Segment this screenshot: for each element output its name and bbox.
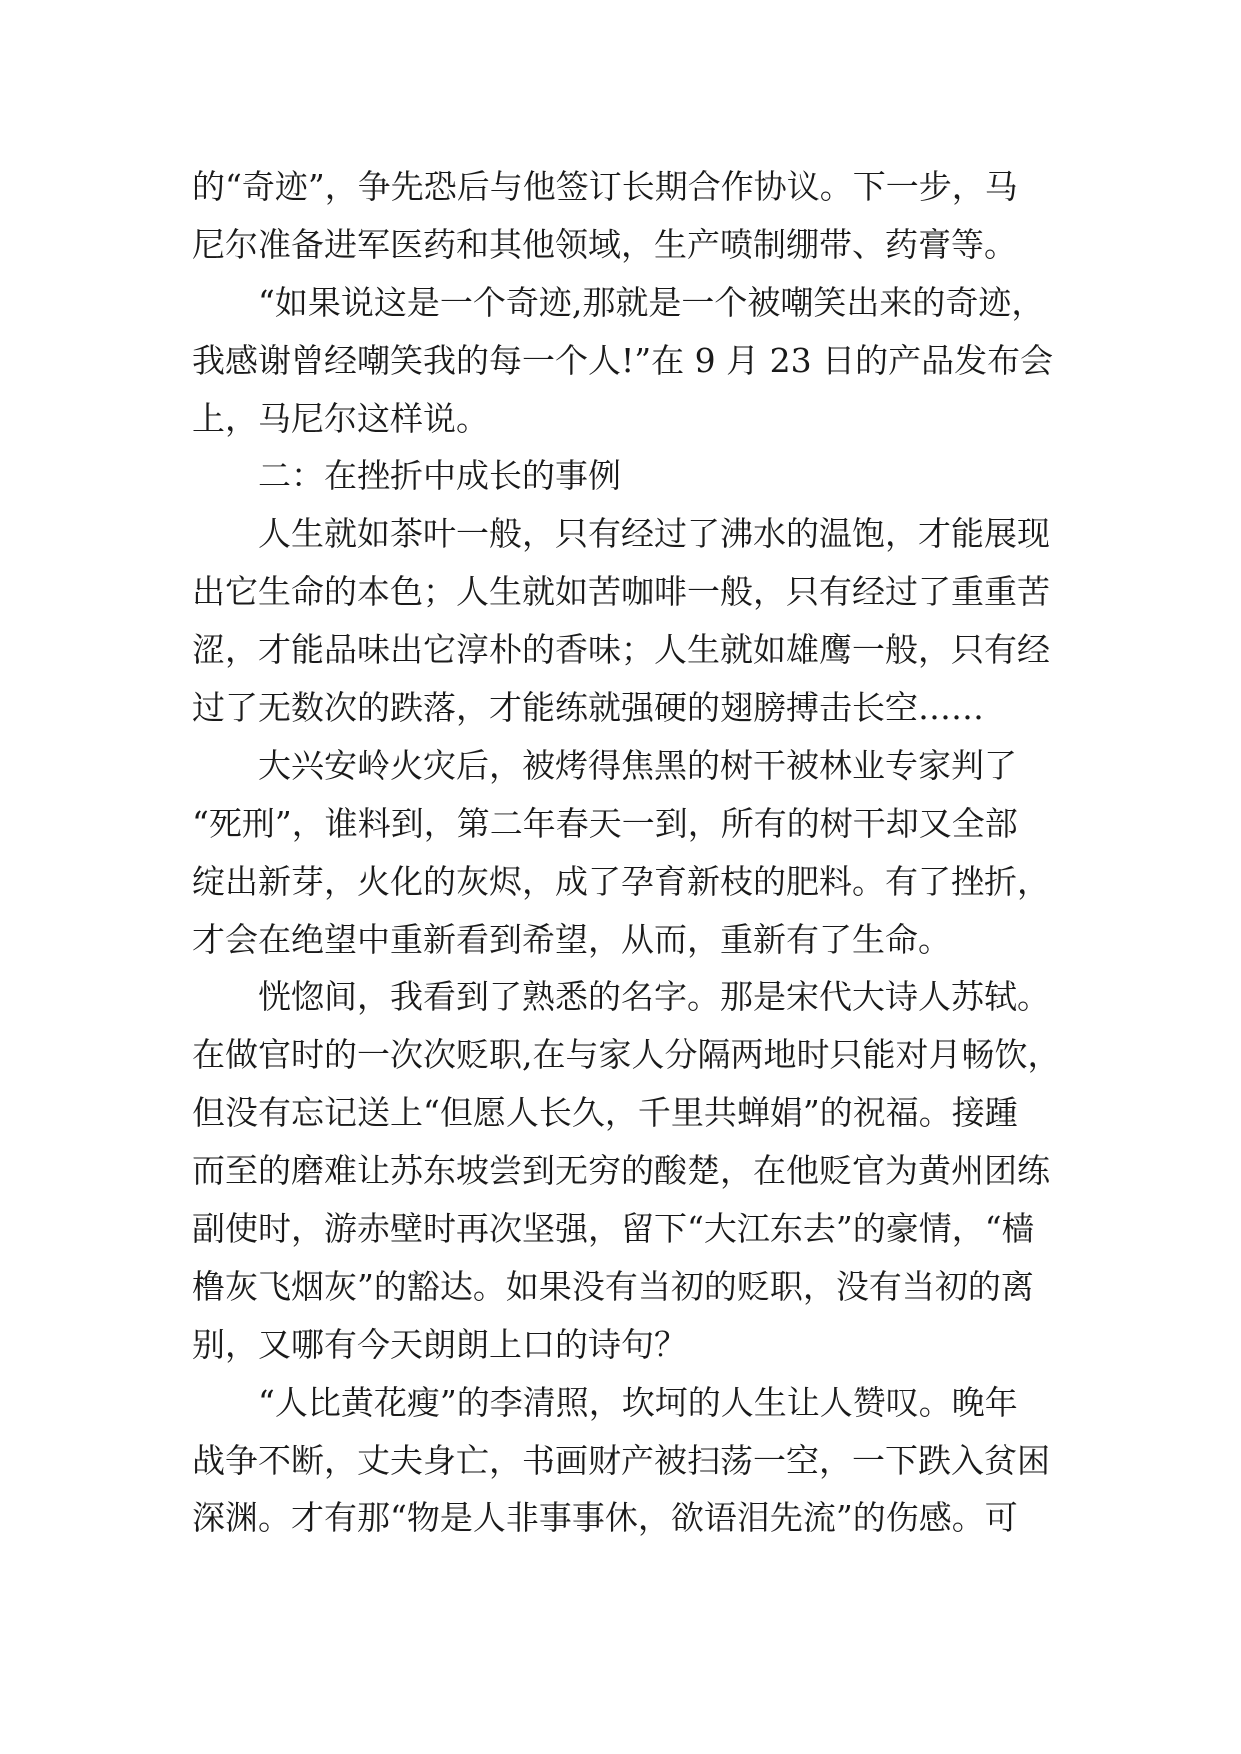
- text-line: 别，又哪有今天朗朗上口的诗句？: [192, 1324, 687, 1364]
- text-line: 才会在绝望中重新看到希望，从而，重新有了生命。: [192, 919, 951, 959]
- text-line: 但没有忘记送上“但愿人长久，千里共蝉娟”的祝福。接踵: [192, 1093, 1018, 1133]
- text-line: 而至的磨难让苏东坡尝到无穷的酸楚，在他贬官为黄州团练: [192, 1151, 1050, 1191]
- text-line: 战争不断，丈夫身亡，书画财产被扫荡一空，一下跌入贫困: [192, 1440, 1050, 1480]
- text-line: 深渊。才有那“物是人非事事休，欲语泪先流”的伤感。可: [192, 1498, 1018, 1538]
- text-line: “如果说这是一个奇迹,那就是一个被嘲笑出来的奇迹，: [192, 282, 1045, 322]
- text-line: 我感谢曾经嘲笑我的每一个人!”在 9 月 23 日的产品发布会: [192, 340, 1054, 380]
- text-line: “死刑”，谁料到，第二年春天一到，所有的树干却又全部: [192, 803, 1018, 843]
- text-line: 橹灰飞烟灰”的豁达。如果没有当初的贬职，没有当初的离: [192, 1266, 1034, 1306]
- text-line: 出它生命的本色；人生就如苦咖啡一般，只有经过了重重苦: [192, 572, 1050, 612]
- text-line: 过了无数次的跌落，才能练就强硬的翅膀搏击长空……: [192, 688, 984, 728]
- text-line: 的“奇迹”，争先恐后与他签订长期合作协议。下一步，马: [192, 167, 1018, 206]
- text-line: 人生就如茶叶一般，只有经过了沸水的温饱，才能展现: [192, 514, 1050, 554]
- text-line: 尼尔准备进军医药和其他领域，生产喷制绷带、药膏等。: [192, 224, 1017, 264]
- text-line: “人比黄花瘦”的李清照，坎坷的人生让人赞叹。晚年: [192, 1382, 1018, 1422]
- text-line: 大兴安岭火灾后，被烤得焦黑的树干被林业专家判了: [192, 745, 1017, 785]
- text-line: 上，马尼尔这样说。: [192, 398, 489, 438]
- text-line: 绽出新芽，火化的灰烬，成了孕育新枝的肥料。有了挫折，: [192, 861, 1050, 901]
- document-body: [192, 158, 1072, 1547]
- text-line: 副使时，游赤壁时再次坚强，留下“大江东去”的豪情，“樯: [192, 1209, 1035, 1249]
- section-heading: 二：在挫折中成长的事例: [192, 456, 621, 496]
- text-line: 恍惚间，我看到了熟悉的名字。那是宋代大诗人苏轼。: [192, 977, 1050, 1017]
- text-line: 涩，才能品味出它淳朴的香味；人生就如雄鹰一般，只有经: [192, 630, 1050, 670]
- text-line: 在做官时的一次次贬职,在与家人分隔两地时只能对月畅饮，: [192, 1035, 1061, 1075]
